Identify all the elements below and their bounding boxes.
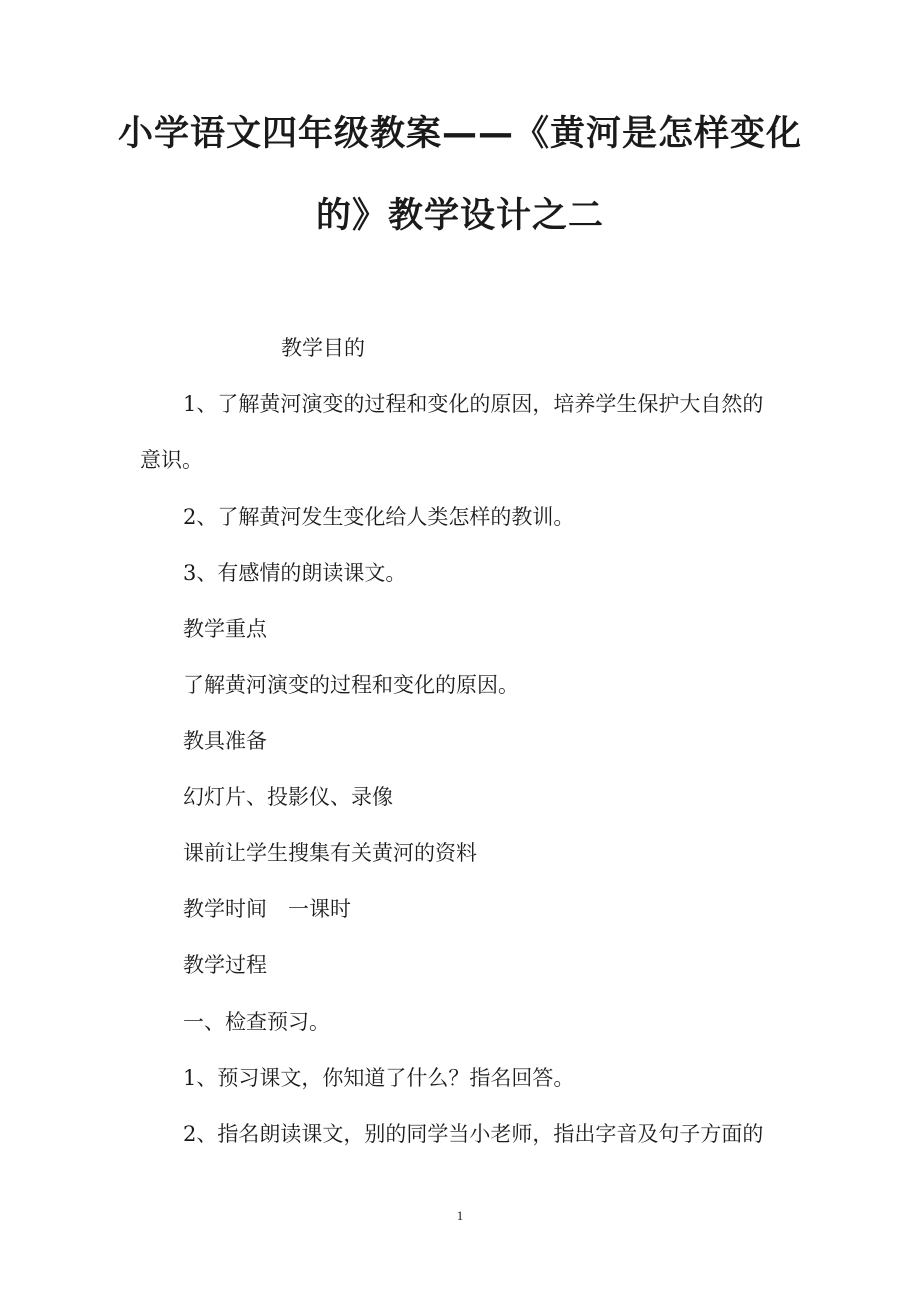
paragraph-materials: 幻灯片、投影仪、录像 [183, 785, 393, 809]
paragraph-step-1-item-2: 2、指名朗读课文，别的同学当小老师，指出字音及句子方面的 [183, 1122, 764, 1146]
document-title-line-1: 小学语文四年级教案——《黄河是怎样变化 [117, 114, 802, 154]
paragraph-step-1-item-1: 1、预习课文，你知道了什么？指名回答。 [183, 1066, 575, 1090]
paragraph-preparation: 课前让学生搜集有关黄河的资料 [183, 841, 477, 865]
section-heading-objectives: 教学目的 [281, 336, 365, 360]
page-number: 1 [456, 1208, 464, 1223]
paragraph-teaching-time: 教学时间 一课时 [183, 897, 351, 921]
paragraph-key-point: 了解黄河演变的过程和变化的原因。 [183, 673, 519, 697]
paragraph-objective-1-cont: 意识。 [140, 448, 203, 472]
paragraph-objective-3: 3、有感情的朗读课文。 [183, 561, 407, 585]
paragraph-objective-1: 1、了解黄河演变的过程和变化的原因，培养学生保护大自然的 [183, 392, 764, 416]
section-heading-materials: 教具准备 [183, 729, 267, 753]
paragraph-step-1: 一、检查预习。 [183, 1010, 330, 1034]
section-heading-key-points: 教学重点 [183, 617, 267, 641]
document-title-line-2: 的》教学设计之二 [315, 196, 604, 236]
section-heading-process: 教学过程 [183, 953, 267, 977]
paragraph-objective-2: 2、了解黄河发生变化给人类怎样的教训。 [183, 505, 575, 529]
